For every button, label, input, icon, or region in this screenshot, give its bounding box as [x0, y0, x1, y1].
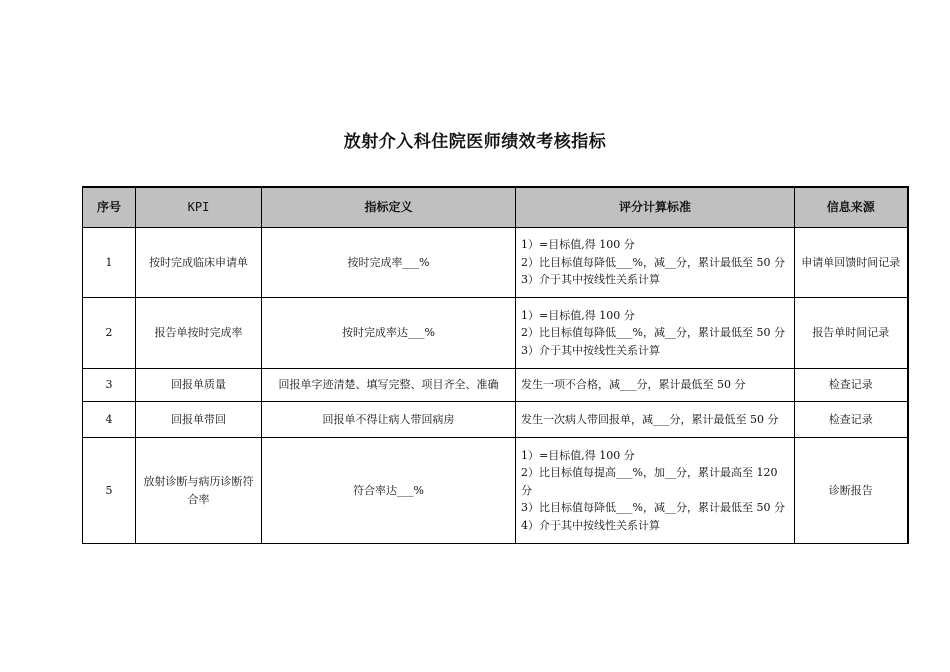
cell-kpi: 放射诊断与病历诊断符合率 [136, 438, 262, 544]
standard-line: 2）比目标值每提高___%，加__分，累计最高至 120 分 [521, 466, 778, 497]
table-row [83, 228, 908, 298]
standard-line: 2）比目标值每降低___%，减__分，累计最低至 50 分 [521, 255, 785, 269]
cell-definition: 符合率达___% [262, 438, 516, 544]
table-header-row [83, 187, 908, 228]
cell-seq: 2 [83, 298, 136, 369]
table-row [83, 438, 908, 544]
cell-definition: 按时完成率达___% [262, 298, 516, 369]
standard-line: 3）比目标值每降低___%，减__分，累计最低至 50 分 [521, 501, 785, 515]
cell-standard [516, 402, 795, 438]
cell-source: 报告单时间记录 [795, 298, 908, 369]
standard-line: 3）介于其中按线性关系计算 [521, 273, 660, 287]
cell-kpi: 回报单质量 [136, 369, 262, 402]
cell-seq: 3 [83, 369, 136, 402]
standard-line: 1）=目标值,得 100 分 [521, 238, 635, 252]
cell-seq: 4 [83, 402, 136, 438]
standard-line: 2）比目标值每降低___%，减__分，累计最低至 50 分 [521, 326, 785, 340]
standard-line: 发生一项不合格，减___分，累计最低至 50 分 [521, 378, 746, 392]
cell-definition: 回报单字迹清楚、填写完整、项目齐全、准确 [262, 369, 516, 402]
cell-standard [516, 369, 795, 402]
standard-line: 1）=目标值,得 100 分 [521, 448, 635, 462]
cell-definition: 回报单不得让病人带回病房 [262, 402, 516, 438]
header-kpi: KPI [136, 187, 262, 228]
cell-standard [516, 228, 795, 298]
cell-source: 诊断报告 [795, 438, 908, 544]
standard-line: 4）介于其中按线性关系计算 [521, 518, 660, 532]
header-standard: 评分计算标准 [516, 187, 795, 228]
page-title: 放射介入科住院医师绩效考核指标 [343, 132, 607, 152]
cell-source: 申请单回馈时间记录 [795, 228, 908, 298]
cell-kpi: 按时完成临床申请单 [136, 228, 262, 298]
cell-standard [516, 438, 795, 544]
cell-source: 检查记录 [795, 402, 908, 438]
header-seq: 序号 [83, 187, 136, 228]
table-row [83, 298, 908, 369]
cell-kpi: 报告单按时完成率 [136, 298, 262, 369]
header-source: 信息来源 [795, 187, 908, 228]
kpi-table [82, 186, 909, 544]
standard-line: 3）介于其中按线性关系计算 [521, 343, 660, 357]
cell-seq: 1 [83, 228, 136, 298]
cell-standard [516, 298, 795, 369]
standard-line: 1）=目标值,得 100 分 [521, 308, 635, 322]
cell-source: 检查记录 [795, 369, 908, 402]
table-row [83, 369, 908, 402]
header-definition: 指标定义 [262, 187, 516, 228]
cell-definition: 按时完成率___% [262, 228, 516, 298]
cell-kpi: 回报单带回 [136, 402, 262, 438]
table-row [83, 402, 908, 438]
standard-line: 发生一次病人带回报单，减___分，累计最低至 50 分 [521, 412, 779, 426]
cell-seq: 5 [83, 438, 136, 544]
